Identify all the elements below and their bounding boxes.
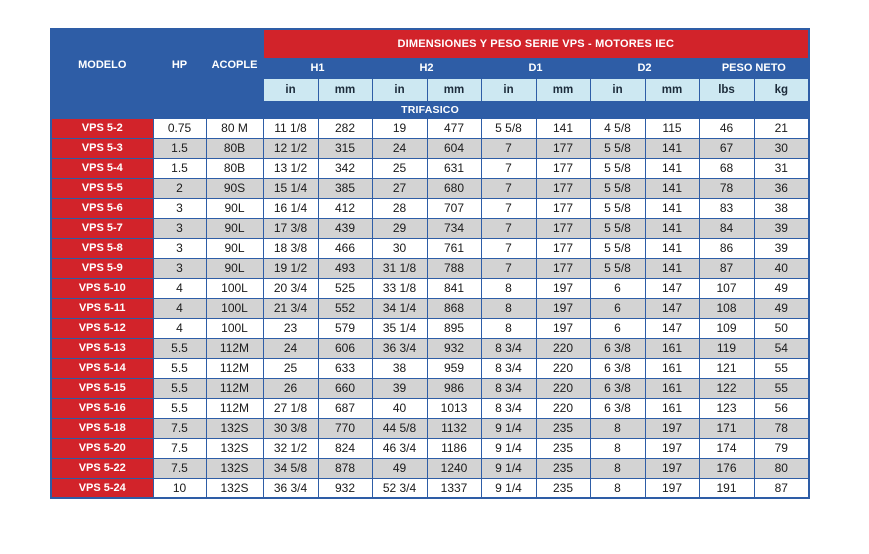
value-cell: 49 [754, 298, 809, 318]
value-cell: 107 [699, 278, 754, 298]
value-cell: 27 1/8 [263, 398, 318, 418]
value-cell: 9 1/4 [481, 418, 536, 438]
value-cell: 23 [263, 318, 318, 338]
hp-cell: 1.5 [153, 138, 206, 158]
model-cell: VPS 5-10 [51, 278, 153, 298]
table-row [51, 138, 809, 158]
value-cell: 606 [318, 338, 372, 358]
value-cell: 235 [536, 478, 590, 498]
value-cell: 895 [427, 318, 481, 338]
value-cell: 83 [699, 198, 754, 218]
col-group-h1: H1 [263, 58, 372, 78]
acople-cell: 132S [206, 478, 263, 498]
model-cell: VPS 5-2 [51, 118, 153, 138]
value-cell: 986 [427, 378, 481, 398]
value-cell: 493 [318, 258, 372, 278]
acople-cell: 90L [206, 258, 263, 278]
value-cell: 147 [645, 278, 699, 298]
unit-header-d2-mm: mm [645, 78, 699, 101]
value-cell: 220 [536, 378, 590, 398]
value-cell: 8 [590, 478, 645, 498]
value-cell: 1240 [427, 458, 481, 478]
model-cell: VPS 5-11 [51, 298, 153, 318]
value-cell: 55 [754, 358, 809, 378]
value-cell: 9 1/4 [481, 478, 536, 498]
value-cell: 220 [536, 358, 590, 378]
value-cell: 4 5/8 [590, 118, 645, 138]
value-cell: 8 [590, 438, 645, 458]
value-cell: 79 [754, 438, 809, 458]
value-cell: 177 [536, 238, 590, 258]
value-cell: 87 [699, 258, 754, 278]
model-cell: VPS 5-14 [51, 358, 153, 378]
unit-header-d1-in: in [481, 78, 536, 101]
col-header-hp: HP [153, 29, 206, 101]
value-cell: 932 [427, 338, 481, 358]
value-cell: 466 [318, 238, 372, 258]
value-cell: 5 5/8 [590, 238, 645, 258]
value-cell: 46 3/4 [372, 438, 427, 458]
hp-cell: 5.5 [153, 338, 206, 358]
model-cell: VPS 5-6 [51, 198, 153, 218]
value-cell: 54 [754, 338, 809, 358]
value-cell: 342 [318, 158, 372, 178]
value-cell: 40 [372, 398, 427, 418]
value-cell: 123 [699, 398, 754, 418]
acople-cell: 112M [206, 338, 263, 358]
value-cell: 161 [645, 358, 699, 378]
value-cell: 12 1/2 [263, 138, 318, 158]
value-cell: 8 [590, 418, 645, 438]
value-cell: 680 [427, 178, 481, 198]
value-cell: 770 [318, 418, 372, 438]
model-cell: VPS 5-9 [51, 258, 153, 278]
value-cell: 197 [536, 318, 590, 338]
value-cell: 6 3/8 [590, 378, 645, 398]
value-cell: 115 [645, 118, 699, 138]
value-cell: 24 [372, 138, 427, 158]
table-title-banner: DIMENSIONES Y PESO SERIE VPS - MOTORES IEC [263, 29, 809, 58]
model-cell: VPS 5-18 [51, 418, 153, 438]
value-cell: 31 [754, 158, 809, 178]
value-cell: 197 [645, 438, 699, 458]
table-row [51, 298, 809, 318]
value-cell: 878 [318, 458, 372, 478]
value-cell: 11 1/8 [263, 118, 318, 138]
value-cell: 604 [427, 138, 481, 158]
value-cell: 7 [481, 258, 536, 278]
table-row [51, 238, 809, 258]
unit-header-h2-mm: mm [427, 78, 481, 101]
col-header-modelo: MODELO [51, 29, 153, 101]
value-cell: 1013 [427, 398, 481, 418]
hp-cell: 4 [153, 278, 206, 298]
unit-header-h1-in: in [263, 78, 318, 101]
value-cell: 8 3/4 [481, 398, 536, 418]
value-cell: 220 [536, 398, 590, 418]
value-cell: 477 [427, 118, 481, 138]
value-cell: 141 [645, 158, 699, 178]
value-cell: 147 [645, 298, 699, 318]
value-cell: 5 5/8 [590, 138, 645, 158]
acople-cell: 80B [206, 158, 263, 178]
value-cell: 734 [427, 218, 481, 238]
value-cell: 7 [481, 158, 536, 178]
value-cell: 13 1/2 [263, 158, 318, 178]
value-cell: 171 [699, 418, 754, 438]
acople-cell: 80 M [206, 118, 263, 138]
value-cell: 86 [699, 238, 754, 258]
value-cell: 50 [754, 318, 809, 338]
value-cell: 30 [754, 138, 809, 158]
value-cell: 161 [645, 378, 699, 398]
value-cell: 108 [699, 298, 754, 318]
value-cell: 109 [699, 318, 754, 338]
unit-header-peso-kg: kg [754, 78, 809, 101]
hp-cell: 7.5 [153, 458, 206, 478]
unit-header-h1-mm: mm [318, 78, 372, 101]
value-cell: 31 1/8 [372, 258, 427, 278]
acople-cell: 112M [206, 358, 263, 378]
col-group-h2: H2 [372, 58, 481, 78]
value-cell: 177 [536, 158, 590, 178]
value-cell: 5 5/8 [590, 258, 645, 278]
value-cell: 87 [754, 478, 809, 498]
value-cell: 8 3/4 [481, 338, 536, 358]
value-cell: 5 5/8 [590, 218, 645, 238]
table-row [51, 458, 809, 478]
value-cell: 8 [590, 458, 645, 478]
value-cell: 385 [318, 178, 372, 198]
value-cell: 841 [427, 278, 481, 298]
hp-cell: 3 [153, 238, 206, 258]
value-cell: 161 [645, 398, 699, 418]
value-cell: 119 [699, 338, 754, 358]
value-cell: 78 [754, 418, 809, 438]
value-cell: 7 [481, 198, 536, 218]
value-cell: 141 [645, 238, 699, 258]
value-cell: 1186 [427, 438, 481, 458]
value-cell: 34 1/4 [372, 298, 427, 318]
value-cell: 39 [754, 218, 809, 238]
table-row [51, 318, 809, 338]
value-cell: 67 [699, 138, 754, 158]
value-cell: 38 [754, 198, 809, 218]
value-cell: 24 [263, 338, 318, 358]
value-cell: 687 [318, 398, 372, 418]
hp-cell: 3 [153, 198, 206, 218]
acople-cell: 132S [206, 438, 263, 458]
model-cell: VPS 5-16 [51, 398, 153, 418]
value-cell: 36 3/4 [263, 478, 318, 498]
value-cell: 9 1/4 [481, 458, 536, 478]
hp-cell: 7.5 [153, 438, 206, 458]
value-cell: 28 [372, 198, 427, 218]
table-row [51, 398, 809, 418]
table-row [51, 378, 809, 398]
value-cell: 235 [536, 418, 590, 438]
value-cell: 49 [754, 278, 809, 298]
model-cell: VPS 5-13 [51, 338, 153, 358]
value-cell: 177 [536, 218, 590, 238]
value-cell: 932 [318, 478, 372, 498]
value-cell: 122 [699, 378, 754, 398]
value-cell: 197 [536, 278, 590, 298]
model-cell: VPS 5-4 [51, 158, 153, 178]
value-cell: 34 5/8 [263, 458, 318, 478]
value-cell: 121 [699, 358, 754, 378]
hp-cell: 3 [153, 218, 206, 238]
value-cell: 177 [536, 198, 590, 218]
table-row [51, 198, 809, 218]
acople-cell: 112M [206, 398, 263, 418]
value-cell: 177 [536, 258, 590, 278]
col-header-acople: ACOPLE [206, 29, 263, 101]
value-cell: 176 [699, 458, 754, 478]
value-cell: 7 [481, 218, 536, 238]
value-cell: 8 3/4 [481, 358, 536, 378]
table-row [51, 178, 809, 198]
hp-cell: 4 [153, 318, 206, 338]
acople-cell: 90L [206, 238, 263, 258]
value-cell: 20 3/4 [263, 278, 318, 298]
value-cell: 141 [645, 218, 699, 238]
model-cell: VPS 5-7 [51, 218, 153, 238]
value-cell: 141 [645, 198, 699, 218]
value-cell: 6 [590, 278, 645, 298]
value-cell: 177 [536, 178, 590, 198]
value-cell: 824 [318, 438, 372, 458]
unit-header-peso-lbs: lbs [699, 78, 754, 101]
value-cell: 49 [372, 458, 427, 478]
hp-cell: 4 [153, 298, 206, 318]
hp-cell: 10 [153, 478, 206, 498]
model-cell: VPS 5-15 [51, 378, 153, 398]
col-group-d2: D2 [590, 58, 699, 78]
hp-cell: 1.5 [153, 158, 206, 178]
value-cell: 30 [372, 238, 427, 258]
value-cell: 52 3/4 [372, 478, 427, 498]
value-cell: 25 [263, 358, 318, 378]
value-cell: 5 5/8 [590, 178, 645, 198]
value-cell: 29 [372, 218, 427, 238]
value-cell: 235 [536, 438, 590, 458]
value-cell: 761 [427, 238, 481, 258]
value-cell: 177 [536, 138, 590, 158]
vps-dimensions-table [50, 28, 810, 499]
value-cell: 959 [427, 358, 481, 378]
table-row [51, 118, 809, 138]
value-cell: 141 [645, 138, 699, 158]
value-cell: 5 5/8 [590, 158, 645, 178]
value-cell: 21 [754, 118, 809, 138]
value-cell: 141 [536, 118, 590, 138]
value-cell: 68 [699, 158, 754, 178]
value-cell: 33 1/8 [372, 278, 427, 298]
value-cell: 36 3/4 [372, 338, 427, 358]
hp-cell: 5.5 [153, 358, 206, 378]
value-cell: 1132 [427, 418, 481, 438]
value-cell: 7 [481, 138, 536, 158]
value-cell: 15 1/4 [263, 178, 318, 198]
value-cell: 84 [699, 218, 754, 238]
value-cell: 7 [481, 178, 536, 198]
value-cell: 80 [754, 458, 809, 478]
value-cell: 25 [372, 158, 427, 178]
value-cell: 707 [427, 198, 481, 218]
value-cell: 46 [699, 118, 754, 138]
value-cell: 9 1/4 [481, 438, 536, 458]
unit-header-h2-in: in [372, 78, 427, 101]
value-cell: 8 3/4 [481, 378, 536, 398]
hp-cell: 0.75 [153, 118, 206, 138]
value-cell: 36 [754, 178, 809, 198]
acople-cell: 132S [206, 418, 263, 438]
acople-cell: 112M [206, 378, 263, 398]
table-row [51, 438, 809, 458]
value-cell: 39 [754, 238, 809, 258]
value-cell: 174 [699, 438, 754, 458]
value-cell: 315 [318, 138, 372, 158]
value-cell: 660 [318, 378, 372, 398]
value-cell: 197 [645, 418, 699, 438]
value-cell: 552 [318, 298, 372, 318]
value-cell: 197 [645, 478, 699, 498]
model-cell: VPS 5-22 [51, 458, 153, 478]
table-body [51, 118, 809, 498]
section-banner-trifasico: TRIFASICO [51, 101, 809, 118]
value-cell: 19 [372, 118, 427, 138]
value-cell: 439 [318, 218, 372, 238]
value-cell: 8 [481, 298, 536, 318]
col-group-peso-neto: PESO NETO [699, 58, 809, 78]
acople-cell: 132S [206, 458, 263, 478]
value-cell: 141 [645, 178, 699, 198]
value-cell: 8 [481, 278, 536, 298]
value-cell: 633 [318, 358, 372, 378]
table-row [51, 358, 809, 378]
value-cell: 161 [645, 338, 699, 358]
value-cell: 412 [318, 198, 372, 218]
value-cell: 5 5/8 [590, 198, 645, 218]
table-row [51, 278, 809, 298]
value-cell: 141 [645, 258, 699, 278]
value-cell: 38 [372, 358, 427, 378]
value-cell: 6 3/8 [590, 338, 645, 358]
value-cell: 6 3/8 [590, 398, 645, 418]
value-cell: 220 [536, 338, 590, 358]
value-cell: 5 5/8 [481, 118, 536, 138]
model-cell: VPS 5-12 [51, 318, 153, 338]
value-cell: 197 [536, 298, 590, 318]
acople-cell: 100L [206, 278, 263, 298]
value-cell: 56 [754, 398, 809, 418]
value-cell: 579 [318, 318, 372, 338]
acople-cell: 100L [206, 318, 263, 338]
model-cell: VPS 5-24 [51, 478, 153, 498]
value-cell: 30 3/8 [263, 418, 318, 438]
value-cell: 631 [427, 158, 481, 178]
value-cell: 282 [318, 118, 372, 138]
table-row [51, 478, 809, 498]
hp-cell: 5.5 [153, 378, 206, 398]
value-cell: 55 [754, 378, 809, 398]
value-cell: 44 5/8 [372, 418, 427, 438]
value-cell: 6 [590, 298, 645, 318]
value-cell: 525 [318, 278, 372, 298]
value-cell: 788 [427, 258, 481, 278]
hp-cell: 2 [153, 178, 206, 198]
acople-cell: 90L [206, 198, 263, 218]
hp-cell: 5.5 [153, 398, 206, 418]
value-cell: 147 [645, 318, 699, 338]
value-cell: 6 3/8 [590, 358, 645, 378]
unit-header-d2-in: in [590, 78, 645, 101]
value-cell: 35 1/4 [372, 318, 427, 338]
value-cell: 19 1/2 [263, 258, 318, 278]
value-cell: 235 [536, 458, 590, 478]
unit-header-d1-mm: mm [536, 78, 590, 101]
value-cell: 18 3/8 [263, 238, 318, 258]
acople-cell: 90S [206, 178, 263, 198]
table-row [51, 158, 809, 178]
acople-cell: 80B [206, 138, 263, 158]
value-cell: 8 [481, 318, 536, 338]
acople-cell: 90L [206, 218, 263, 238]
value-cell: 868 [427, 298, 481, 318]
table-row [51, 338, 809, 358]
value-cell: 1337 [427, 478, 481, 498]
value-cell: 27 [372, 178, 427, 198]
value-cell: 32 1/2 [263, 438, 318, 458]
value-cell: 21 3/4 [263, 298, 318, 318]
value-cell: 16 1/4 [263, 198, 318, 218]
col-group-d1: D1 [481, 58, 590, 78]
value-cell: 78 [699, 178, 754, 198]
value-cell: 197 [645, 458, 699, 478]
model-cell: VPS 5-3 [51, 138, 153, 158]
value-cell: 6 [590, 318, 645, 338]
table-row [51, 418, 809, 438]
model-cell: VPS 5-8 [51, 238, 153, 258]
acople-cell: 100L [206, 298, 263, 318]
value-cell: 40 [754, 258, 809, 278]
model-cell: VPS 5-5 [51, 178, 153, 198]
value-cell: 26 [263, 378, 318, 398]
table-row [51, 258, 809, 278]
value-cell: 191 [699, 478, 754, 498]
model-cell: VPS 5-20 [51, 438, 153, 458]
value-cell: 7 [481, 238, 536, 258]
value-cell: 17 3/8 [263, 218, 318, 238]
table-row [51, 218, 809, 238]
hp-cell: 7.5 [153, 418, 206, 438]
value-cell: 39 [372, 378, 427, 398]
hp-cell: 3 [153, 258, 206, 278]
